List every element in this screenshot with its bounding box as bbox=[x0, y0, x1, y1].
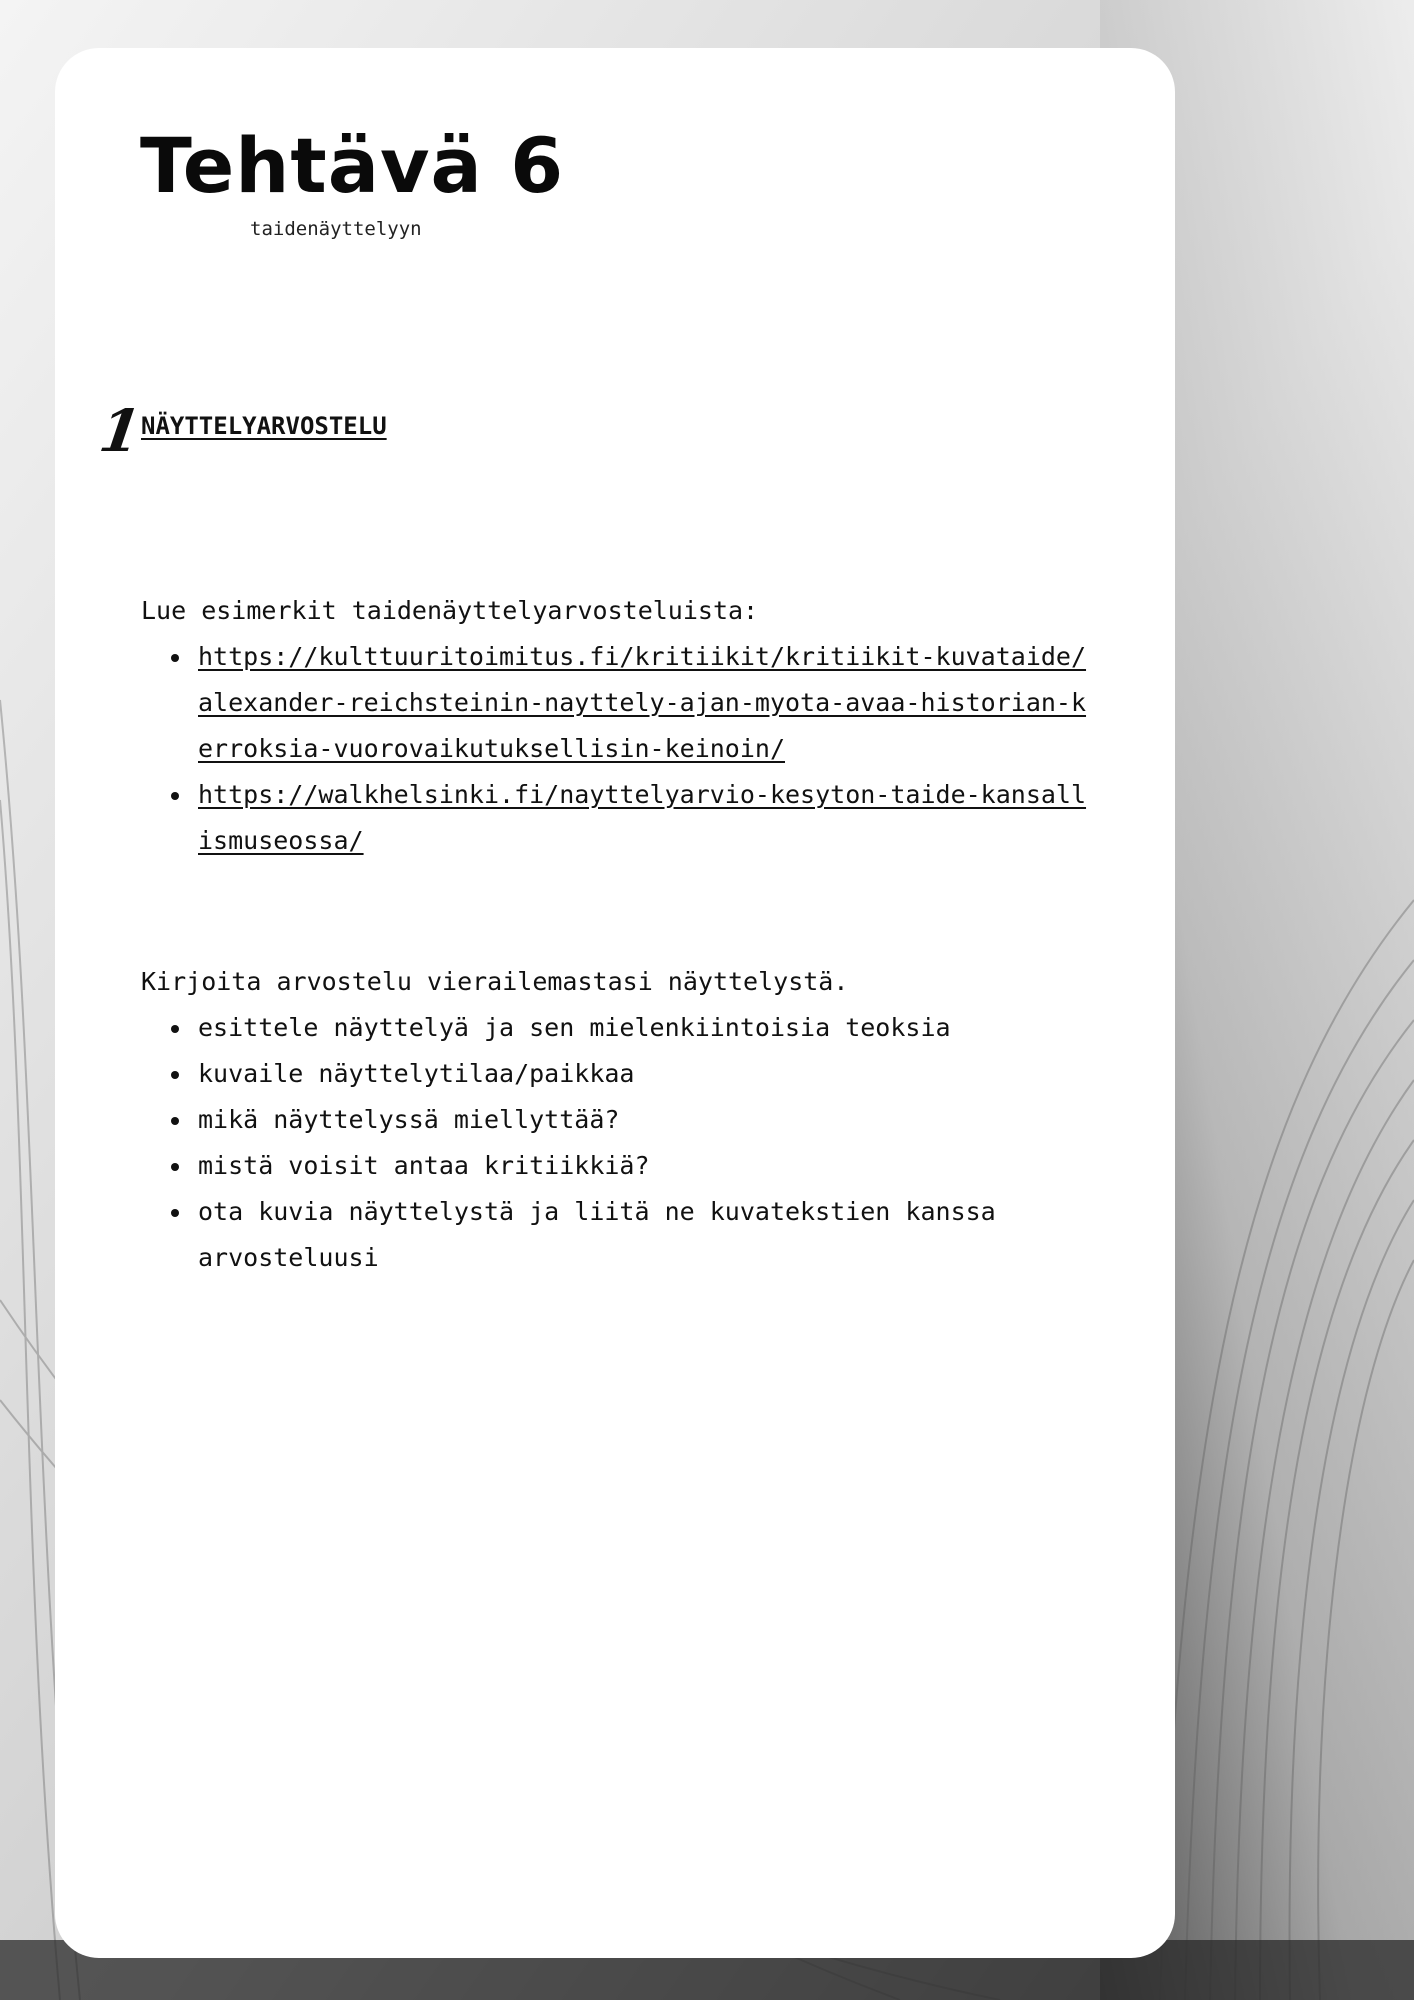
list-item: mistä voisit antaa kritiikkiä? bbox=[198, 1143, 1091, 1189]
example-link-kulttuuritoimitus[interactable]: https://kulttuuritoimitus.fi/kritiikit/kritiikit-kuvataide/alexander-reichsteinin-nayttely-ajan-myota-avaa-historian-kerroksia-vuorovaikutuksellisin-keinoin/ bbox=[198, 642, 1087, 763]
examples-link-list bbox=[141, 634, 1091, 864]
list-item: ota kuvia näyttelystä ja liitä ne kuvatekstien kanssa arvosteluusi bbox=[198, 1189, 1091, 1281]
assignment-block bbox=[141, 959, 1091, 1281]
list-item bbox=[198, 772, 1091, 864]
example-link-walkhelsinki[interactable]: https://walkhelsinki.fi/nayttelyarvio-kesyton-taide-kansallismuseossa/ bbox=[198, 780, 1087, 855]
page-title: Tehtävä 6 bbox=[140, 121, 565, 210]
assignment-intro: Kirjoita arvostelu vierailemastasi näyttelystä. bbox=[141, 967, 849, 996]
assignment-list bbox=[141, 1005, 1091, 1281]
examples-intro: Lue esimerkit taidenäyttelyarvosteluista: bbox=[141, 596, 759, 625]
list-item: mikä näyttelyssä miellyttää? bbox=[198, 1097, 1091, 1143]
list-item bbox=[198, 634, 1091, 772]
page-subtitle: taidenäyttelyyn bbox=[250, 218, 422, 240]
section-title: NÄYTTELYARVOSTELU bbox=[141, 412, 387, 440]
examples-block bbox=[141, 588, 1091, 864]
section-number: 1 bbox=[95, 397, 146, 465]
list-item: kuvaile näyttelytilaa/paikkaa bbox=[198, 1051, 1091, 1097]
list-item: esittele näyttelyä ja sen mielenkiintoisia teoksia bbox=[198, 1005, 1091, 1051]
